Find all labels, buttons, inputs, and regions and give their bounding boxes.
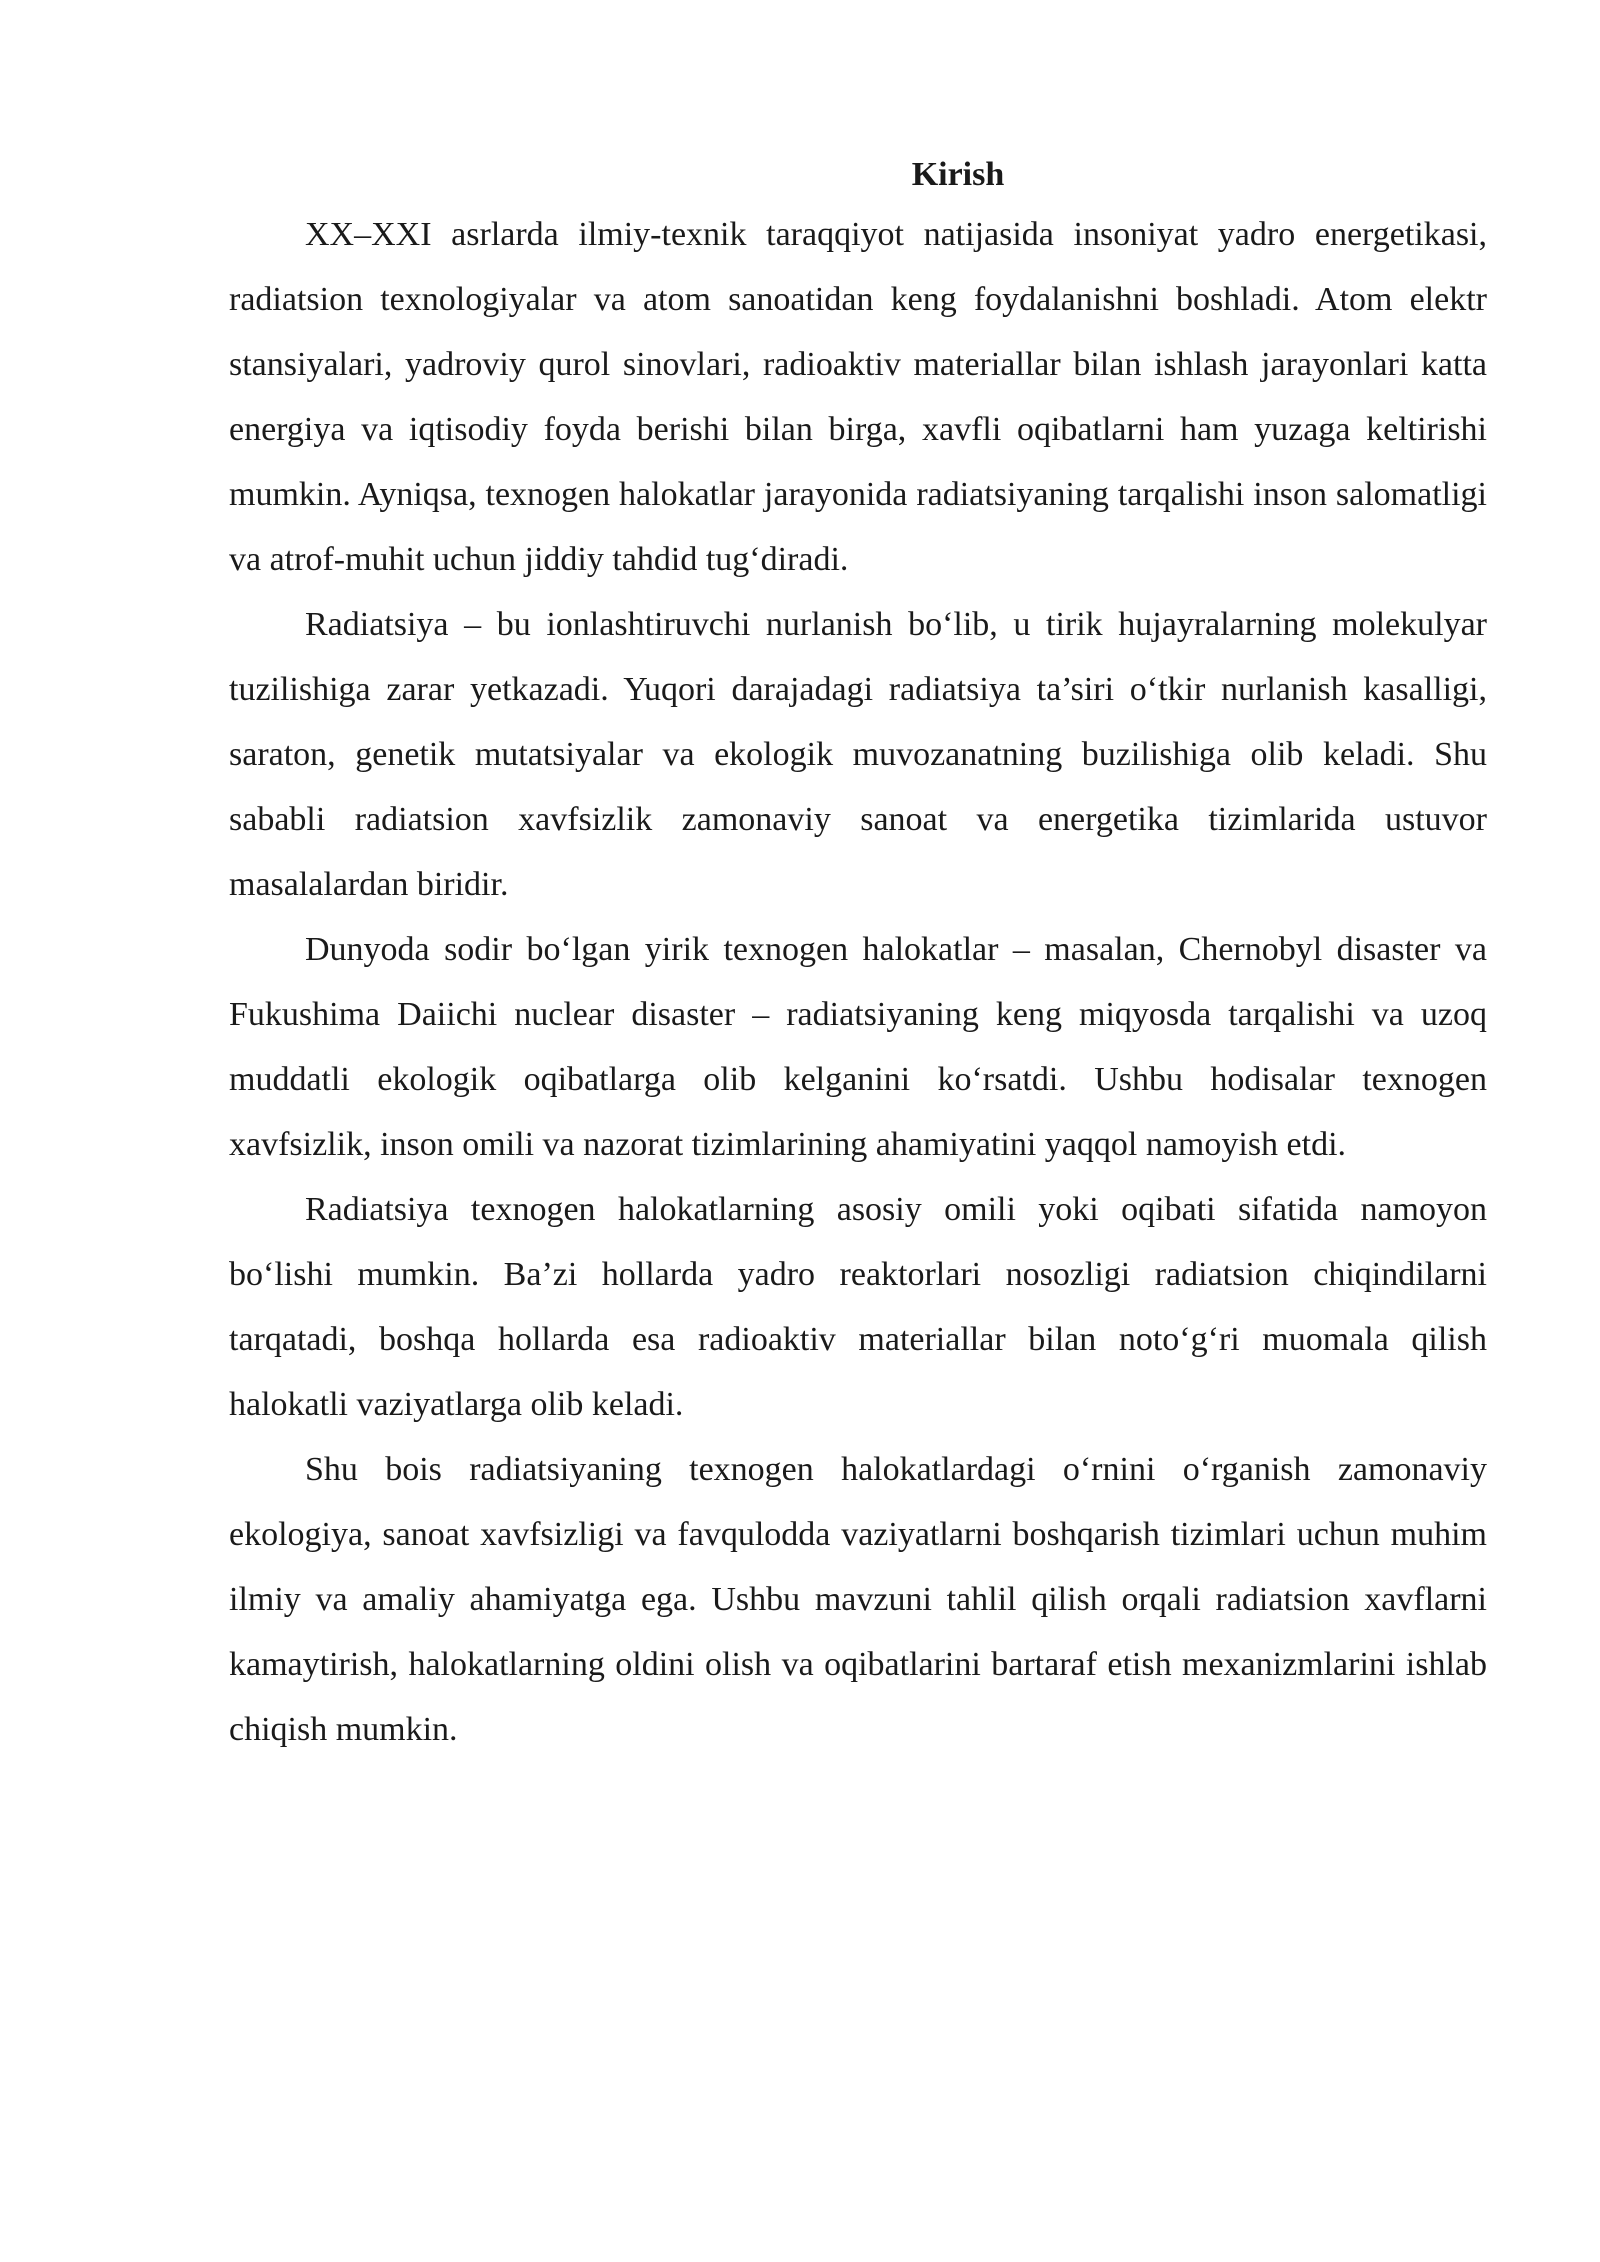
document-body: [229, 148, 1487, 1762]
paragraph-4: Radiatsiya texnogen halokatlarning asosiy omili yoki oqibati sifatida namoyon bo‘lishi mumkin. Ba’zi hollarda yadro reaktorlari nosozligi radiatsion chiqindilarni tarqatadi, boshqa hollarda esa radioaktiv materiallar bilan noto‘g‘ri muomala qilish halokatli vaziyatlarga olib keladi.: [229, 1191, 1487, 1423]
paragraph-2: Radiatsiya – bu ionlashtiruvchi nurlanish bo‘lib, u tirik hujayralarning molekulyar tuzilishiga zarar yetkazadi. Yuqori darajadagi radiatsiya ta’siri o‘tkir nurlanish kasalligi, saraton, genetik mutatsiyalar va ekologik muvozanatning buzilishiga olib keladi. Shu sababli radiatsion xavfsizlik zamonaviy sanoat va energetika tizimlarida ustuvor masalalardan biridir.: [229, 606, 1487, 903]
page-title: Kirish: [911, 156, 1005, 193]
paragraph-1: XX–XXI asrlarda ilmiy-texnik taraqqiyot natijasida insoniyat yadro energetikasi, radiatsion texnologiyalar va atom sanoatidan keng foydalanishni boshladi. Atom elektr stansiyalari, yadroviy qurol sinovlari, radioaktiv materiallar bilan ishlash jarayonlari katta energiya va iqtisodiy foyda berishi bilan birga, xavfli oqibatlarni ham yuzaga keltirishi mumkin. Ayniqsa, texnogen halokatlar jarayonida radiatsiyaning tarqalishi inson salomatligi va atrof-muhit uchun jiddiy tahdid tug‘diradi.: [229, 216, 1487, 578]
paragraph-5: Shu bois radiatsiyaning texnogen halokatlardagi o‘rnini o‘rganish zamonaviy ekologiya, sanoat xavfsizligi va favqulodda vaziyatlarni boshqarish tizimlari uchun muhim ilmiy va amaliy ahamiyatga ega. Ushbu mavzuni tahlil qilish orqali radiatsion xavflarni kamaytirish, halokatlarning oldini olish va oqibatlarini bartaraf etish mexanizmlarini ishlab chiqish mumkin.: [229, 1451, 1487, 1748]
paragraph-3: Dunyoda sodir bo‘lgan yirik texnogen halokatlar – masalan, Chernobyl disaster va Fukushima Daiichi nuclear disaster – radiatsiyaning keng miqyosda tarqalishi va uzoq muddatli ekologik oqibatlarga olib kelganini ko‘rsatdi. Ushbu hodisalar texnogen xavfsizlik, inson omili va nazorat tizimlarining ahamiyatini yaqqol namoyish etdi.: [229, 931, 1487, 1163]
